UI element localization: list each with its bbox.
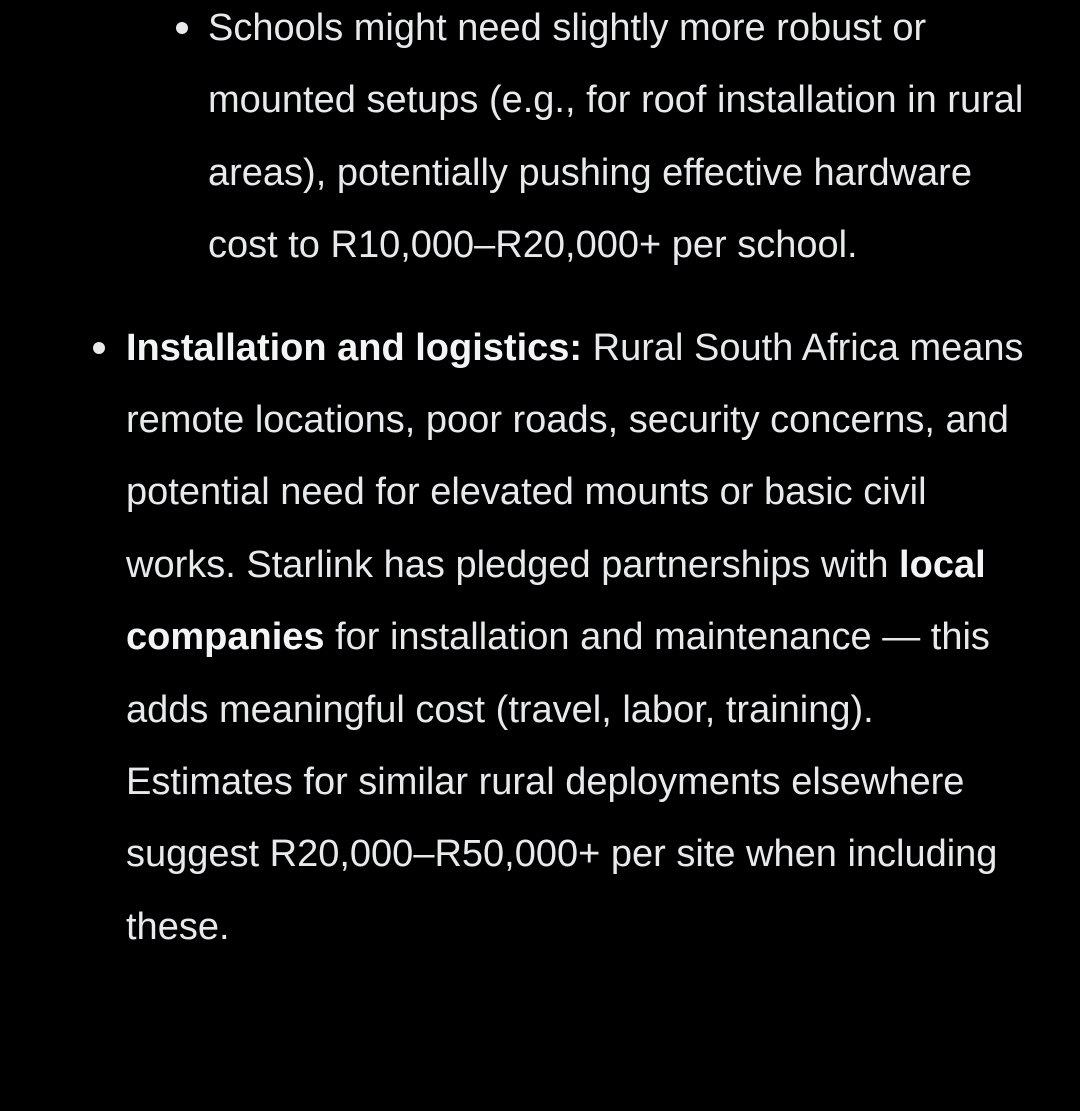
list-item-text: Rural South Africa means remote locations, poor roads, security concerns, and potential need for elevated mounts or basic civil works. Starlink has pledged partnerships with bbox=[126, 326, 1024, 586]
list-item-installation-logistics bbox=[126, 312, 1046, 964]
list-item-hardware-cost bbox=[208, 0, 1048, 282]
bullet-icon bbox=[176, 22, 188, 34]
list-item-heading: Installation and logistics: bbox=[126, 326, 583, 369]
nested-bullet-list bbox=[0, 0, 1080, 282]
bullet-icon bbox=[93, 342, 105, 354]
list-item-text: Schools might need slightly more robust or mounted setups (e.g., for roof installation in rural areas), potentially pushing effective hardware cost to R10,000–R20,000+ per school. bbox=[208, 7, 1024, 267]
bullet-list bbox=[0, 312, 1080, 964]
emphasis-text: local companies bbox=[126, 543, 986, 659]
list-item-text-continued: for installation and maintenance — this adds meaningful cost (travel, labor, training). Estimates for similar rural deployments elsewhere suggest R20,000–R50,000+ per site when including these. bbox=[126, 616, 998, 948]
